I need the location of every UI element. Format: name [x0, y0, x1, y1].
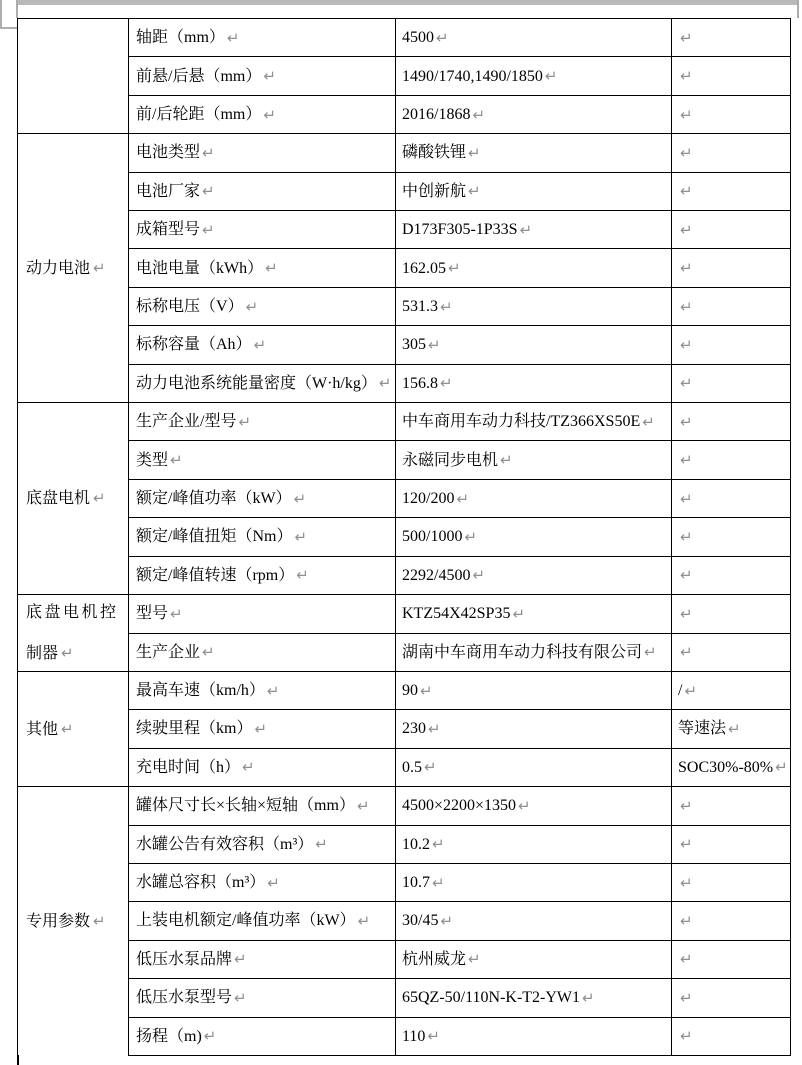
value-cell-text: 10.7 [402, 874, 430, 892]
parameter-cell[interactable] [129, 710, 396, 748]
paragraph-mark-icon: ↵ [680, 566, 693, 585]
paragraph-mark-icon: ↵ [680, 873, 693, 892]
value-cell-text: 1490/1740,1490/1850 [402, 67, 543, 85]
parameter-cell[interactable] [129, 57, 396, 95]
parameter-cell[interactable] [129, 326, 396, 364]
page-margin-corner-h [0, 27, 17, 29]
parameter-cell[interactable] [129, 634, 396, 672]
paragraph-mark-icon: ↵ [234, 950, 247, 969]
note-cell[interactable] [672, 365, 791, 403]
note-cell[interactable] [672, 557, 791, 595]
note-cell[interactable] [672, 288, 791, 326]
note-cell-text: / [678, 682, 683, 700]
paragraph-mark-icon: ↵ [93, 258, 106, 277]
category-label: 底盘电机 [26, 490, 91, 508]
parameter-cell[interactable] [129, 979, 396, 1017]
note-cell[interactable] [672, 249, 791, 287]
value-cell[interactable] [396, 365, 672, 403]
note-cell[interactable] [672, 480, 791, 518]
category-label: 动力电池 [26, 259, 91, 277]
parameter-cell-text: 成箱型号 [136, 221, 201, 239]
note-cell-text: 等速法 [678, 720, 727, 738]
value-cell-text: 500/1000 [402, 528, 463, 546]
note-cell[interactable] [672, 902, 791, 940]
note-cell[interactable] [672, 96, 791, 134]
paragraph-mark-icon: ↵ [680, 950, 693, 969]
paragraph-mark-icon: ↵ [202, 220, 215, 239]
paragraph-mark-icon: ↵ [432, 835, 445, 854]
paragraph-mark-icon: ↵ [680, 604, 693, 623]
note-cell-text: SOC30%-80% [678, 758, 774, 776]
category-label: 底盘电机控制器 [26, 603, 116, 662]
value-cell-text: 2292/4500 [402, 566, 471, 584]
note-cell[interactable] [672, 864, 791, 902]
value-cell-text: 2016/1868 [402, 105, 471, 123]
note-cell[interactable] [672, 595, 791, 633]
parameter-cell-text: 低压水泵品牌 [136, 950, 233, 968]
value-cell[interactable] [396, 634, 672, 672]
paragraph-mark-icon: ↵ [93, 489, 106, 508]
paragraph-mark-icon: ↵ [456, 489, 470, 508]
value-cell[interactable] [396, 249, 672, 287]
value-cell[interactable] [396, 134, 672, 172]
parameter-cell-text: 低压水泵型号 [136, 989, 233, 1007]
parameter-cell-text: 电池电量（kWh） [136, 259, 264, 277]
parameter-cell-text: 标称容量（Ah） [136, 336, 252, 354]
note-cell[interactable] [672, 710, 791, 748]
value-cell[interactable] [396, 902, 672, 940]
value-cell[interactable] [396, 441, 672, 479]
paragraph-mark-icon: ↵ [680, 374, 693, 393]
paragraph-mark-icon: ↵ [266, 681, 280, 700]
value-cell[interactable] [396, 57, 672, 95]
paragraph-mark-icon: ↵ [680, 182, 693, 201]
value-cell[interactable] [396, 96, 672, 134]
parameter-cell-text: 生产企业 [136, 643, 201, 661]
paragraph-mark-icon: ↵ [202, 182, 215, 201]
paragraph-mark-icon: ↵ [680, 297, 693, 316]
paragraph-mark-icon: ↵ [519, 220, 533, 239]
value-cell[interactable] [396, 710, 672, 748]
parameter-cell[interactable] [129, 288, 396, 326]
parameter-cell[interactable] [129, 480, 396, 518]
parameter-cell[interactable] [129, 672, 396, 710]
value-cell-text: 90 [402, 682, 418, 700]
paragraph-mark-icon: ↵ [468, 143, 481, 162]
note-cell[interactable] [672, 518, 791, 556]
value-cell-text: 中创新航 [402, 182, 467, 200]
parameter-cell[interactable] [129, 365, 396, 403]
value-cell[interactable] [396, 403, 672, 441]
page-margin-corner-v [0, 0, 2, 28]
parameter-cell-text: 轴距（mm） [136, 29, 225, 47]
paragraph-mark-icon: ↵ [296, 566, 309, 585]
paragraph-mark-icon: ↵ [472, 105, 486, 124]
value-cell-text: 10.2 [402, 835, 430, 853]
paragraph-mark-icon: ↵ [680, 143, 693, 162]
paragraph-mark-icon: ↵ [642, 412, 655, 431]
value-cell[interactable] [396, 672, 672, 710]
value-cell-text: 中车商用车动力科技/TZ366XS50E [402, 413, 641, 431]
parameter-cell[interactable] [129, 249, 396, 287]
parameter-cell[interactable] [129, 134, 396, 172]
parameter-cell-text: 上装电机额定/峰值功率（kW） [136, 912, 356, 930]
category-label: 专用参数 [26, 913, 91, 931]
category-cell[interactable] [18, 403, 129, 595]
parameter-cell[interactable] [129, 403, 396, 441]
paragraph-mark-icon: ↵ [93, 912, 106, 931]
parameter-cell[interactable] [129, 441, 396, 479]
value-cell[interactable] [396, 979, 672, 1017]
paragraph-mark-icon: ↵ [728, 720, 741, 739]
paragraph-mark-icon: ↵ [424, 758, 437, 777]
note-cell[interactable] [672, 826, 791, 864]
value-cell[interactable] [396, 557, 672, 595]
parameter-cell-text: 前/后轮距（mm） [136, 105, 262, 123]
paragraph-mark-icon: ↵ [432, 873, 445, 892]
parameter-cell[interactable] [129, 173, 396, 211]
paragraph-mark-icon: ↵ [680, 220, 693, 239]
paragraph-mark-icon: ↵ [468, 182, 481, 201]
paragraph-mark-icon: ↵ [644, 643, 657, 662]
paragraph-mark-icon: ↵ [253, 335, 267, 354]
value-cell-text: 230 [402, 720, 426, 738]
paragraph-mark-icon: ↵ [420, 681, 433, 700]
paragraph-mark-icon: ↵ [428, 720, 441, 739]
paragraph-mark-icon: ↵ [203, 1027, 217, 1046]
parameter-cell[interactable] [129, 1018, 396, 1056]
note-cell[interactable] [672, 19, 791, 57]
note-cell[interactable] [672, 441, 791, 479]
parameter-cell-text: 电池类型 [136, 144, 201, 162]
parameter-cell[interactable] [129, 787, 396, 825]
value-cell-text: 4500×2200×1350 [402, 797, 517, 815]
paragraph-mark-icon: ↵ [440, 912, 454, 931]
paragraph-mark-icon: ↵ [356, 796, 370, 815]
paragraph-mark-icon: ↵ [234, 988, 247, 1007]
parameter-cell-text: 额定/峰值转速（rpm） [136, 566, 295, 584]
note-cell[interactable] [672, 787, 791, 825]
value-cell-text: 4500 [402, 29, 434, 47]
paragraph-mark-icon: ↵ [170, 451, 183, 470]
parameter-cell-text: 电池厂家 [136, 182, 201, 200]
value-cell[interactable] [396, 864, 672, 902]
paragraph-mark-icon: ↵ [680, 412, 693, 431]
parameter-cell-text: 动力电池系统能量密度（W·h/kg） [136, 374, 377, 392]
parameter-cell[interactable] [129, 96, 396, 134]
page-edge-left-tick [16, 0, 18, 18]
value-cell-text: D173F305-1P33S [402, 221, 518, 239]
paragraph-mark-icon: ↵ [226, 28, 240, 47]
note-cell[interactable] [672, 403, 791, 441]
value-cell-text: 65QZ-50/110N-K-T2-YW1 [402, 989, 581, 1007]
value-cell[interactable] [396, 787, 672, 825]
paragraph-mark-icon: ↵ [202, 643, 215, 662]
paragraph-mark-icon: ↵ [254, 720, 268, 739]
category-cell[interactable] [18, 19, 129, 134]
paragraph-mark-icon: ↵ [680, 796, 693, 815]
parameter-cell[interactable] [129, 749, 396, 787]
value-cell[interactable] [396, 826, 672, 864]
paragraph-mark-icon: ↵ [684, 681, 698, 700]
value-cell[interactable] [396, 173, 672, 211]
parameter-cell-text: 扬程（m) [136, 1027, 202, 1045]
value-cell-text: 162.05 [402, 259, 446, 277]
value-cell-text: 305 [402, 336, 426, 354]
note-cell[interactable] [672, 57, 791, 95]
value-cell-text: 湖南中车商用车动力科技有限公司 [402, 643, 643, 661]
paragraph-mark-icon: ↵ [472, 566, 486, 585]
paragraph-mark-icon: ↵ [582, 988, 595, 1007]
category-cell[interactable] [18, 787, 129, 1056]
paragraph-mark-icon: ↵ [680, 835, 693, 854]
value-cell[interactable] [396, 288, 672, 326]
parameter-cell[interactable] [129, 518, 396, 556]
value-cell[interactable] [396, 1018, 672, 1056]
paragraph-mark-icon: ↵ [680, 643, 693, 662]
paragraph-mark-icon: ↵ [680, 451, 693, 470]
note-cell[interactable] [672, 941, 791, 979]
parameter-cell[interactable] [129, 557, 396, 595]
table-left-border-continuation [17, 1055, 19, 1065]
paragraph-mark-icon: ↵ [436, 28, 449, 47]
value-cell-text: 531.3 [402, 297, 438, 315]
paragraph-mark-icon: ↵ [680, 335, 693, 354]
value-cell-text: 120/200 [402, 489, 455, 507]
parameter-cell-text: 最高车速（km/h） [136, 682, 265, 700]
value-cell-text: 磷酸铁锂 [402, 144, 467, 162]
note-cell[interactable] [672, 134, 791, 172]
parameter-cell-text: 前悬/后悬（mm） [136, 67, 262, 85]
parameter-cell-text: 型号 [136, 605, 169, 623]
value-cell[interactable] [396, 941, 672, 979]
paragraph-mark-icon: ↵ [378, 374, 392, 393]
value-cell[interactable] [396, 211, 672, 249]
paragraph-mark-icon: ↵ [544, 67, 558, 86]
paragraph-mark-icon: ↵ [263, 105, 276, 124]
parameter-cell[interactable] [129, 941, 396, 979]
category-cell[interactable] [18, 134, 129, 403]
paragraph-mark-icon: ↵ [680, 1027, 693, 1046]
value-cell[interactable] [396, 326, 672, 364]
parameter-cell[interactable] [129, 864, 396, 902]
paragraph-mark-icon: ↵ [680, 67, 693, 86]
value-cell-text: 杭州威龙 [402, 950, 467, 968]
paragraph-mark-icon: ↵ [518, 796, 531, 815]
paragraph-mark-icon: ↵ [680, 988, 693, 1007]
value-cell-text: KTZ54X42SP35 [402, 605, 511, 623]
value-cell-text: 30/45 [402, 912, 439, 930]
parameter-cell-text: 生产企业/型号 [136, 413, 237, 431]
paragraph-mark-icon: ↵ [61, 719, 74, 738]
value-cell-text: 永磁同步电机 [402, 451, 499, 469]
parameter-cell-text: 额定/峰值功率（kW） [136, 489, 292, 507]
note-cell[interactable] [672, 173, 791, 211]
paragraph-mark-icon: ↵ [440, 374, 453, 393]
paragraph-mark-icon: ↵ [242, 758, 255, 777]
note-cell[interactable] [672, 979, 791, 1017]
paragraph-mark-icon: ↵ [448, 259, 461, 278]
paragraph-mark-icon: ↵ [245, 297, 259, 316]
paragraph-mark-icon: ↵ [680, 259, 693, 278]
paragraph-mark-icon: ↵ [680, 28, 693, 47]
paragraph-mark-icon: ↵ [294, 527, 308, 546]
note-cell[interactable] [672, 1018, 791, 1056]
category-label: 其他 [26, 720, 59, 738]
parameter-cell-text: 额定/峰值扭矩（Nm） [136, 528, 293, 546]
note-cell[interactable] [672, 749, 791, 787]
paragraph-mark-icon: ↵ [680, 489, 693, 508]
parameter-cell[interactable] [129, 826, 396, 864]
category-cell[interactable] [18, 672, 129, 787]
paragraph-mark-icon: ↵ [680, 105, 693, 124]
page-edge-right-tick [797, 0, 799, 18]
value-cell[interactable] [396, 749, 672, 787]
paragraph-mark-icon: ↵ [263, 67, 276, 86]
paragraph-mark-icon: ↵ [680, 912, 693, 931]
value-cell[interactable] [396, 518, 672, 556]
value-cell[interactable] [396, 19, 672, 57]
parameter-cell[interactable] [129, 902, 396, 940]
paragraph-mark-icon: ↵ [464, 527, 478, 546]
paragraph-mark-icon: ↵ [440, 297, 453, 316]
parameter-cell-text: 类型 [136, 451, 169, 469]
note-cell[interactable] [672, 326, 791, 364]
paragraph-mark-icon: ↵ [680, 527, 693, 546]
value-cell-text: 0.5 [402, 758, 422, 776]
parameter-cell-text: 充电时间（h） [136, 758, 241, 776]
parameter-cell-text: 水罐公告有效容积（m³） [136, 835, 314, 853]
parameter-cell[interactable] [129, 595, 396, 633]
paragraph-mark-icon: ↵ [775, 758, 788, 777]
parameter-cell-text: 水罐总容积（m³） [136, 874, 266, 892]
note-cell[interactable] [672, 672, 791, 710]
paragraph-mark-icon: ↵ [500, 451, 513, 470]
paragraph-mark-icon: ↵ [265, 259, 278, 278]
value-cell[interactable] [396, 595, 672, 633]
paragraph-mark-icon: ↵ [427, 1027, 440, 1046]
value-cell[interactable] [396, 480, 672, 518]
parameter-cell[interactable] [129, 19, 396, 57]
paragraph-mark-icon: ↵ [357, 912, 371, 931]
paragraph-mark-icon: ↵ [315, 835, 328, 854]
parameter-cell-text: 罐体尺寸长×长轴×短轴（mm） [136, 797, 355, 815]
category-cell[interactable] [18, 595, 129, 672]
parameter-cell-text: 续驶里程（km） [136, 720, 253, 738]
parameter-cell-text: 标称电压（V） [136, 297, 244, 315]
value-cell-text: 110 [402, 1027, 426, 1045]
paragraph-mark-icon: ↵ [170, 604, 183, 623]
paragraph-mark-icon: ↵ [428, 335, 441, 354]
paragraph-mark-icon: ↵ [238, 412, 252, 431]
parameter-cell[interactable] [129, 211, 396, 249]
vehicle-spec-table [17, 18, 791, 1056]
value-cell-text: 156.8 [402, 374, 438, 392]
paragraph-mark-icon: ↵ [267, 873, 280, 892]
paragraph-mark-icon: ↵ [61, 643, 74, 662]
paragraph-mark-icon: ↵ [202, 143, 215, 162]
note-cell[interactable] [672, 634, 791, 672]
paragraph-mark-icon: ↵ [468, 950, 481, 969]
page-top-edge [18, 0, 798, 5]
note-cell[interactable] [672, 211, 791, 249]
paragraph-mark-icon: ↵ [293, 489, 307, 508]
paragraph-mark-icon: ↵ [512, 604, 526, 623]
